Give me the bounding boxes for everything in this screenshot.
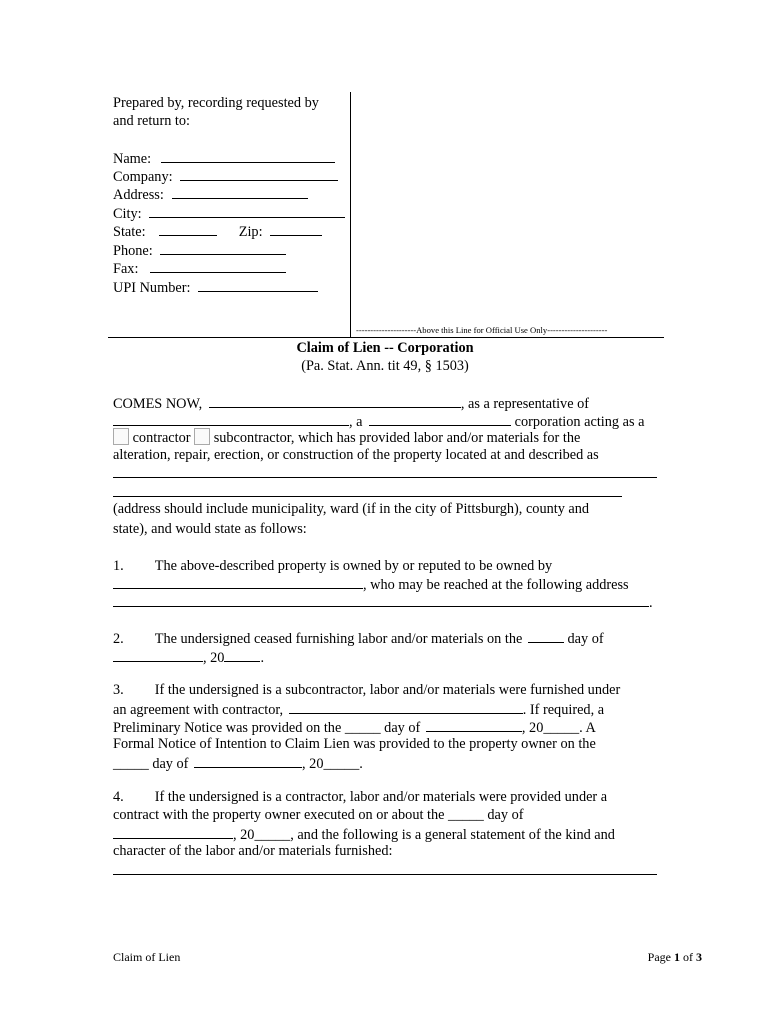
item-2-text: The undersigned ceased furnishing labor and/or materials on the	[154, 631, 523, 647]
property-address-blank-2[interactable]	[113, 496, 622, 497]
prepared-by-line2: and return to:	[113, 113, 191, 129]
header-vertical-divider	[350, 92, 351, 338]
statute-citation: (Pa. Stat. Ann. tit 49, § 1503)	[301, 358, 469, 374]
item-3-formal-year: , 20_____.	[302, 756, 363, 772]
upi-field[interactable]	[113, 277, 318, 297]
ceased-year-blank[interactable]	[224, 647, 260, 662]
item-3-preliminary-year: , 20_____. A	[521, 720, 596, 736]
item-3-formal-day: _____ day of	[113, 756, 189, 772]
ceased-month-blank[interactable]	[113, 647, 203, 662]
item-1-line2	[113, 574, 629, 594]
property-description-line: alteration, repair, erection, or construction of the property located at and described as	[113, 447, 599, 463]
city-field[interactable]	[113, 203, 345, 223]
item-3-number: 3.	[113, 682, 124, 698]
company-field[interactable]	[113, 166, 338, 186]
item-3-contractor-text: an agreement with contractor,	[113, 702, 284, 718]
as-representative-text: , as a representative of	[460, 396, 590, 412]
item-1-number: 1.	[113, 558, 124, 574]
name-field[interactable]	[113, 148, 335, 168]
contractor-type-line	[113, 428, 580, 447]
item-1-text: The above-described property is owned by or reputed to be owned by	[154, 558, 553, 574]
upi-blank[interactable]	[198, 277, 318, 292]
address-label: Address:	[113, 187, 164, 203]
city-label: City:	[113, 206, 142, 222]
city-blank[interactable]	[149, 203, 345, 218]
comma-a-text: , a	[349, 414, 363, 430]
footer-title: Claim of Lien	[113, 950, 181, 964]
fax-field[interactable]	[113, 258, 286, 278]
item-1-line1	[113, 557, 552, 575]
item-3-if-required: . If required, a	[522, 702, 605, 718]
item-4-line4: character of the labor and/or materials furnished:	[113, 843, 393, 859]
state-zip-field[interactable]	[113, 221, 322, 241]
item-2-year-prefix: , 20	[203, 650, 225, 666]
item-2-line1	[113, 628, 604, 648]
name-label: Name:	[113, 151, 152, 167]
item-3-line5	[113, 753, 363, 773]
item-4-general-statement: , 20_____, and the following is a general statement of the kind and	[233, 827, 615, 843]
document-title: Claim of Lien -- Corporation	[296, 340, 474, 356]
address-field[interactable]	[113, 184, 308, 204]
zip-blank[interactable]	[270, 221, 322, 236]
contractor-checkbox[interactable]	[113, 428, 129, 445]
phone-label: Phone:	[113, 243, 153, 259]
formal-notice-month-blank[interactable]	[194, 753, 302, 768]
state-blank[interactable]	[159, 221, 217, 236]
address-note-line2: state), and would state as follows:	[113, 521, 307, 537]
zip-label: Zip:	[238, 224, 263, 240]
item-4-line1	[113, 788, 607, 806]
comes-now-text: COMES NOW,	[113, 396, 203, 412]
state-of-incorporation-blank[interactable]	[369, 411, 511, 426]
item-2-day-of: day of	[567, 631, 604, 647]
upi-label: UPI Number:	[113, 280, 191, 296]
corporation-name-blank[interactable]	[113, 411, 349, 426]
page-number: 1	[674, 950, 680, 964]
subcontractor-label: subcontractor, which has provided labor and/or materials for the	[213, 430, 581, 446]
item-3-preliminary-notice: Preliminary Notice was provided on the _____ day of	[113, 720, 421, 736]
contract-month-blank[interactable]	[113, 824, 233, 839]
phone-field[interactable]	[113, 240, 286, 260]
property-address-blank-1[interactable]	[113, 477, 657, 478]
item-4-number: 4.	[113, 789, 124, 805]
item-2-line2	[113, 647, 264, 667]
ceased-day-blank[interactable]	[528, 628, 564, 643]
page-total: 3	[696, 950, 702, 964]
item-1-line3	[113, 592, 653, 612]
company-label: Company:	[113, 169, 173, 185]
phone-blank[interactable]	[160, 240, 286, 255]
item-3-line3	[113, 717, 596, 737]
item-1-reach-text: , who may be reached at the following address	[363, 577, 629, 593]
item-1-period: .	[649, 595, 653, 611]
item-3-line2	[113, 699, 604, 719]
item-2-number: 2.	[113, 631, 124, 647]
page-indicator	[648, 948, 702, 966]
name-blank[interactable]	[161, 148, 335, 163]
comes-now-line	[113, 393, 589, 413]
fax-blank[interactable]	[150, 258, 286, 273]
preliminary-notice-month-blank[interactable]	[426, 717, 522, 732]
representative-name-blank[interactable]	[209, 393, 461, 408]
contractor-label: contractor	[132, 430, 191, 446]
owner-name-blank[interactable]	[113, 574, 363, 589]
item-3-line4: Formal Notice of Intention to Claim Lien was provided to the property owner on the	[113, 736, 596, 752]
corporation-acting-text: corporation acting as a	[514, 414, 645, 430]
owner-address-blank[interactable]	[113, 592, 649, 607]
labor-materials-blank[interactable]	[113, 874, 657, 875]
official-use-label: ---------------------Above this Line for Official Use Only---------------------	[356, 325, 608, 335]
subcontractor-checkbox[interactable]	[194, 428, 210, 445]
item-3-line1	[113, 681, 620, 699]
page-of: of	[683, 950, 693, 964]
contractor-name-blank[interactable]	[289, 699, 523, 714]
page-prefix: Page	[647, 950, 671, 964]
address-blank[interactable]	[172, 184, 308, 199]
state-label: State:	[113, 224, 146, 240]
item-3-text: If the undersigned is a subcontractor, labor and/or materials were furnished under	[154, 682, 621, 698]
item-4-text: If the undersigned is a contractor, labor and/or materials were provided under a	[154, 789, 608, 805]
address-note-line1: (address should include municipality, ward (if in the city of Pittsburgh), county and	[113, 501, 590, 517]
official-use-rule	[108, 337, 664, 338]
item-4-line2: contract with the property owner executed on or about the _____ day of	[113, 807, 524, 823]
prepared-by-line1: Prepared by, recording requested by	[113, 95, 319, 111]
fax-label: Fax:	[113, 261, 139, 277]
item-2-period: .	[260, 650, 265, 666]
item-4-line3	[113, 824, 615, 844]
company-blank[interactable]	[180, 166, 338, 181]
